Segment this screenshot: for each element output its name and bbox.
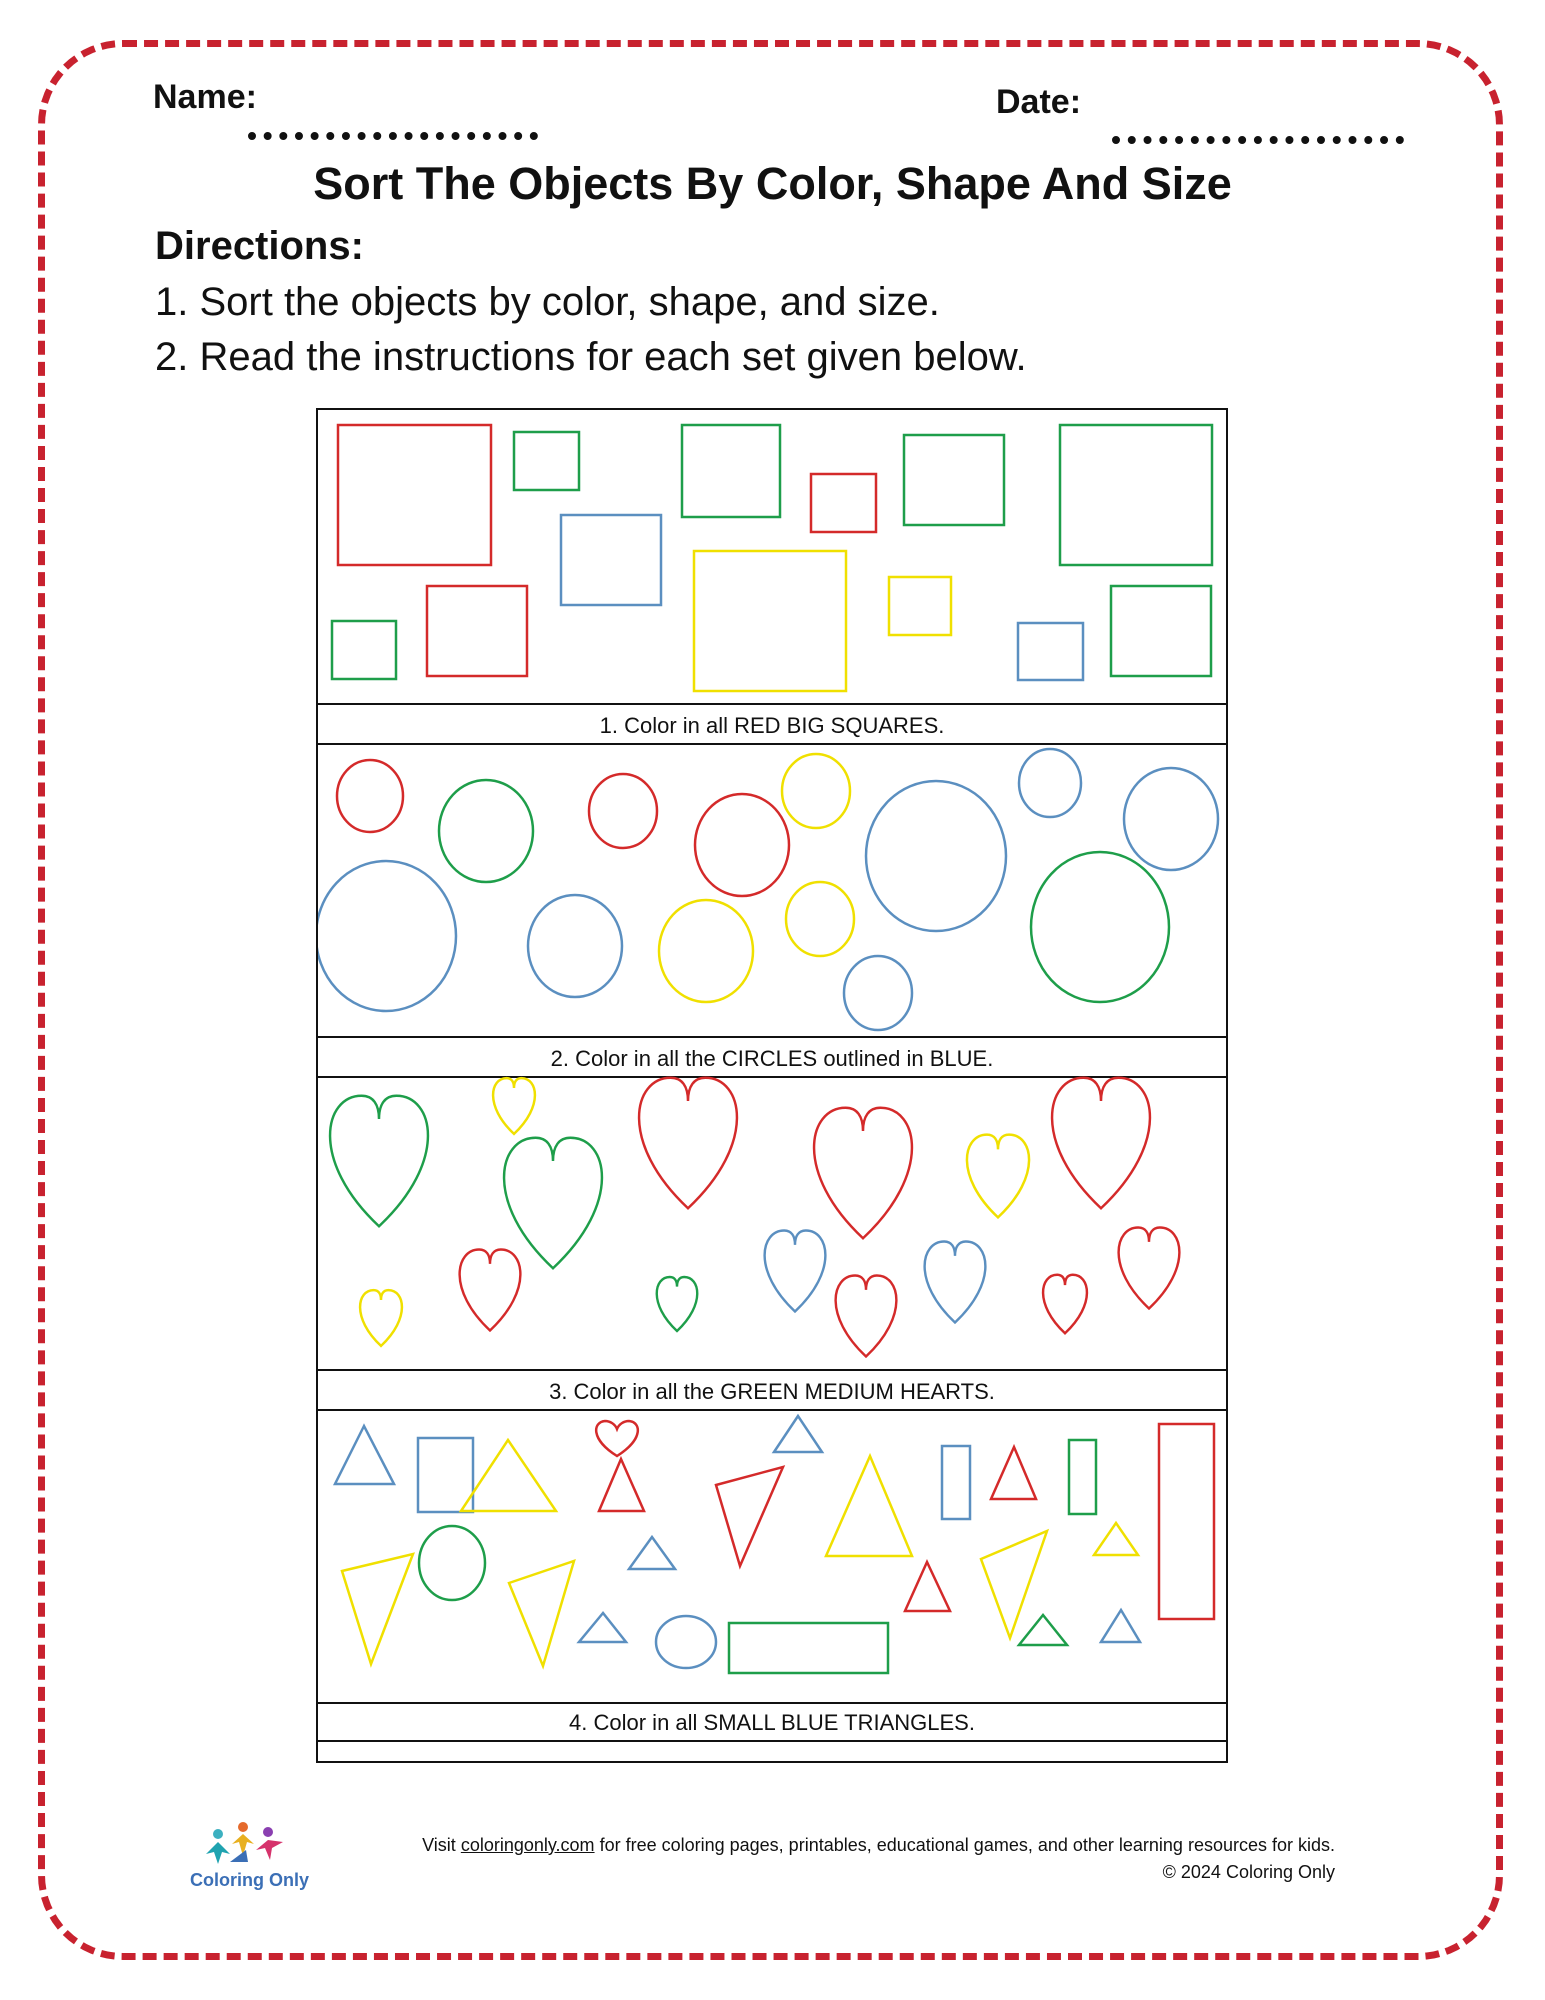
circle-red[interactable] <box>695 794 789 896</box>
square-green-medium[interactable] <box>1111 586 1211 676</box>
footer-link[interactable]: coloringonly.com <box>460 1835 595 1855</box>
circle-green[interactable] <box>439 780 533 882</box>
circle-blue[interactable] <box>1019 749 1081 817</box>
rectangle-green[interactable] <box>1069 1440 1096 1514</box>
triangle-blue-medium[interactable] <box>335 1426 394 1484</box>
rectangle-blue[interactable] <box>942 1446 970 1519</box>
circles-panel <box>318 743 1226 1036</box>
circle-yellow[interactable] <box>659 900 753 1002</box>
oval-blue[interactable] <box>656 1616 716 1668</box>
rectangle-red-tall[interactable] <box>1159 1424 1214 1619</box>
heart-green-medium[interactable] <box>330 1096 428 1227</box>
square-blue-medium[interactable] <box>561 515 661 605</box>
direction-line-1: 1. Sort the objects by color, shape, and size. <box>155 280 940 324</box>
heart-yellow-small[interactable] <box>493 1078 535 1134</box>
square-green-medium[interactable] <box>682 425 780 517</box>
heart-red-big[interactable] <box>1052 1078 1150 1209</box>
triangle-yellow[interactable] <box>342 1554 413 1664</box>
circle-blue[interactable] <box>528 895 622 997</box>
heart-green-small[interactable] <box>657 1277 698 1331</box>
triangle-green-small[interactable] <box>1019 1615 1067 1645</box>
heart-red-big[interactable] <box>814 1108 912 1239</box>
triangle-yellow-small[interactable] <box>1094 1523 1138 1555</box>
triangle-red[interactable] <box>905 1562 950 1611</box>
triangle-blue-small[interactable] <box>579 1613 626 1642</box>
page-title: Sort The Objects By Color, Shape And Size <box>313 158 1232 209</box>
circle-blue[interactable] <box>318 861 456 1011</box>
set-2-caption: 2. Color in all the CIRCLES outlined in BLUE. <box>318 1036 1226 1078</box>
set-4-caption: 4. Color in all SMALL BLUE TRIANGLES. <box>318 1702 1226 1742</box>
triangle-red[interactable] <box>599 1459 644 1511</box>
heart-yellow-medium[interactable] <box>967 1135 1029 1218</box>
direction-line-2: 2. Read the instructions for each set given below. <box>155 335 1027 379</box>
heart-red-small[interactable] <box>836 1276 897 1357</box>
square-red-small[interactable] <box>811 474 876 532</box>
square-red-big[interactable] <box>338 425 491 565</box>
rectangle-green-wide[interactable] <box>729 1623 888 1673</box>
directions-heading: Directions: <box>155 224 364 268</box>
square-green-medium[interactable] <box>904 435 1004 525</box>
circle-red[interactable] <box>337 760 403 832</box>
heart-red-big[interactable] <box>639 1078 737 1209</box>
circle-yellow[interactable] <box>782 754 850 828</box>
date-field[interactable] <box>1112 136 1404 144</box>
footer <box>422 1832 1335 1886</box>
square-yellow-small[interactable] <box>889 577 951 635</box>
square-blue-small[interactable] <box>1018 623 1083 680</box>
mixed-shapes-panel <box>318 1409 1226 1702</box>
name-label: Name: <box>153 78 257 116</box>
hearts-panel <box>318 1076 1226 1369</box>
square-green-big[interactable] <box>1060 425 1212 565</box>
circle-blue[interactable] <box>866 781 1006 931</box>
triangle-blue-small[interactable] <box>774 1416 822 1452</box>
squares-panel <box>318 410 1226 703</box>
square-yellow-big[interactable] <box>694 551 846 691</box>
square-red-medium[interactable] <box>427 586 527 676</box>
footer-visit: Visit <box>422 1835 456 1855</box>
circle-red[interactable] <box>589 774 657 848</box>
date-label: Date: <box>996 83 1082 121</box>
footer-rest: for free coloring pages, printables, educational games, and other learning resources for kids. <box>599 1835 1335 1855</box>
triangle-blue-small[interactable] <box>1101 1610 1140 1642</box>
triangle-red[interactable] <box>991 1447 1036 1499</box>
heart-blue-medium[interactable] <box>925 1242 986 1323</box>
set-3-caption: 3. Color in all the GREEN MEDIUM HEARTS. <box>318 1369 1226 1411</box>
heart-red-medium[interactable] <box>1119 1228 1180 1309</box>
heart-yellow-small[interactable] <box>360 1290 402 1346</box>
footer-copyright: © 2024 Coloring Only <box>1162 1862 1335 1882</box>
square-green-small[interactable] <box>514 432 579 490</box>
name-field[interactable] <box>248 132 538 140</box>
set-1-caption: 1. Color in all RED BIG SQUARES. <box>318 703 1226 745</box>
circle-blue[interactable] <box>1124 768 1218 870</box>
oval-green[interactable] <box>419 1526 485 1600</box>
triangle-yellow[interactable] <box>509 1561 574 1666</box>
heart-red-small[interactable] <box>596 1421 638 1456</box>
circle-blue[interactable] <box>844 956 912 1030</box>
rectangle-blue[interactable] <box>418 1438 473 1512</box>
logo-text: Coloring Only <box>190 1870 309 1890</box>
heart-red-small[interactable] <box>460 1250 521 1331</box>
activity-grid <box>316 408 1228 1763</box>
triangle-red[interactable] <box>716 1467 783 1566</box>
triangle-blue-small[interactable] <box>629 1537 675 1569</box>
heart-red-small[interactable] <box>1043 1275 1087 1334</box>
heart-green-medium[interactable] <box>504 1138 602 1269</box>
triangle-yellow[interactable] <box>461 1440 556 1511</box>
circle-green[interactable] <box>1031 852 1169 1002</box>
square-green-small[interactable] <box>332 621 396 679</box>
triangle-yellow[interactable] <box>826 1456 912 1556</box>
heart-blue-medium[interactable] <box>765 1231 826 1312</box>
circle-yellow[interactable] <box>786 882 854 956</box>
